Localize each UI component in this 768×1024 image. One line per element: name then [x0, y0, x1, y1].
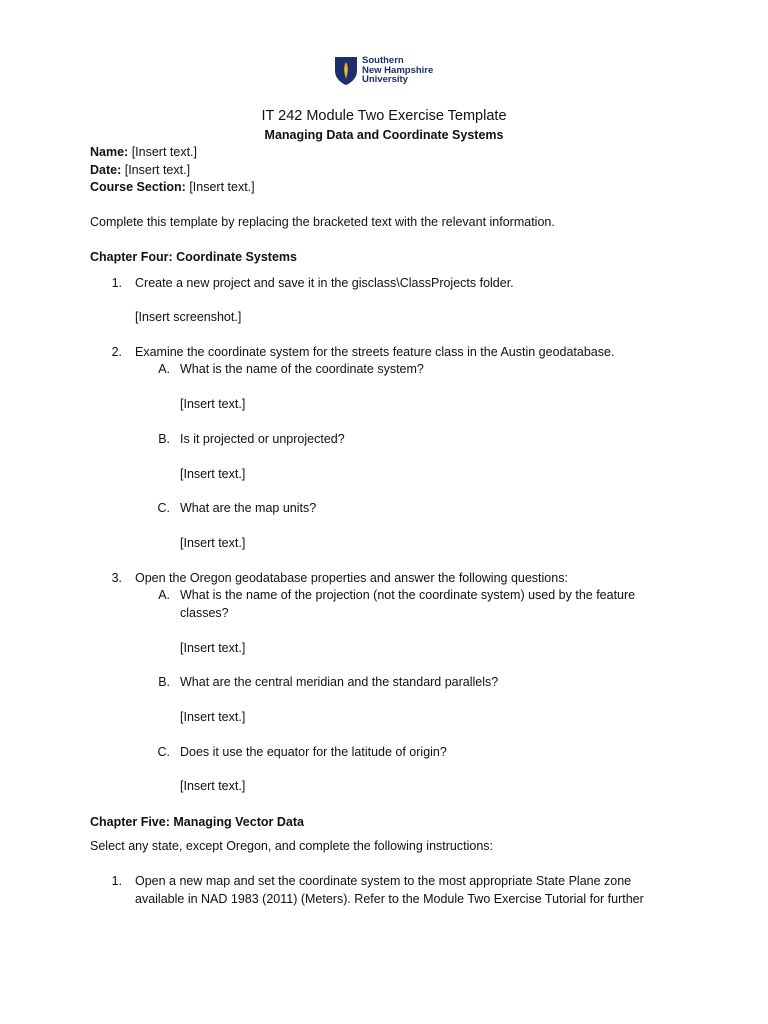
university-logo [334, 56, 433, 86]
sub-question-text: What is the name of the coordinate system? [180, 362, 424, 376]
sub-question-text-cont: classes? [180, 606, 229, 620]
intro-text: Complete this template by replacing the bracketed text with the relevant information. [90, 215, 555, 229]
answer-placeholder: [Insert text.] [180, 536, 246, 550]
item-number: 3. [111, 571, 122, 585]
name-field [90, 144, 197, 161]
question-text-cont: available in NAD 1983 (2011) (Meters). Refer to the Module Two Exercise Tutorial for further [135, 892, 644, 906]
logo-line-3: University [362, 74, 408, 85]
sub-item-letter: A. [158, 588, 170, 602]
date-label: Date: [90, 163, 122, 177]
name-value: [Insert text.] [128, 145, 197, 159]
answer-placeholder: [Insert text.] [180, 710, 246, 724]
logo-line-1: Southern [362, 55, 404, 66]
sub-item-letter: A. [158, 362, 170, 376]
sub-question-text: Is it projected or unprojected? [180, 432, 345, 446]
sub-question-text: What is the name of the projection (not the coordinate system) used by the feature [180, 588, 636, 602]
logo-wordmark [362, 56, 433, 85]
logo-line-2: New Hampshire [362, 64, 434, 76]
document-subtitle: Managing Data and Coordinate Systems [264, 128, 504, 142]
course-section-label: Course Section: [90, 180, 186, 194]
date-field [90, 162, 190, 179]
chapter-five-intro: Select any state, except Oregon, and complete the following instructions: [90, 839, 494, 853]
item-number: 1. [111, 874, 122, 888]
question-text: Open a new map and set the coordinate system to the most appropriate State Plane zone [135, 874, 632, 888]
chapter-five-heading: Chapter Five: Managing Vector Data [90, 815, 304, 829]
sub-question-text: What are the central meridian and the standard parallels? [180, 675, 499, 689]
document-title: IT 242 Module Two Exercise Template [261, 108, 507, 124]
question-text: Open the Oregon geodatabase properties and answer the following questions: [135, 571, 568, 585]
name-label: Name: [90, 145, 129, 159]
sub-item-letter: B. [158, 675, 170, 689]
date-value: [Insert text.] [121, 163, 191, 177]
question-text: Create a new project and save it in the gisclass\ClassProjects folder. [135, 276, 514, 290]
question-text: Examine the coordinate system for the streets feature class in the Austin geodatabase. [135, 345, 615, 359]
course-section-field [90, 179, 255, 196]
item-number: 1. [111, 276, 122, 290]
sub-item-letter: B. [158, 432, 170, 446]
sub-item-letter: C. [157, 745, 170, 759]
chapter-four-heading: Chapter Four: Coordinate Systems [90, 250, 297, 264]
answer-placeholder: [Insert text.] [180, 779, 246, 793]
sub-item-letter: C. [157, 501, 170, 515]
answer-placeholder: [Insert text.] [180, 397, 246, 411]
course-section-value: [Insert text.] [185, 180, 255, 194]
answer-placeholder: [Insert screenshot.] [135, 310, 242, 324]
sub-question-text: What are the map units? [180, 501, 317, 515]
answer-placeholder: [Insert text.] [180, 641, 246, 655]
sub-question-text: Does it use the equator for the latitude of origin? [180, 745, 447, 759]
item-number: 2. [111, 345, 122, 359]
answer-placeholder: [Insert text.] [180, 467, 246, 481]
shield-icon [334, 56, 358, 86]
